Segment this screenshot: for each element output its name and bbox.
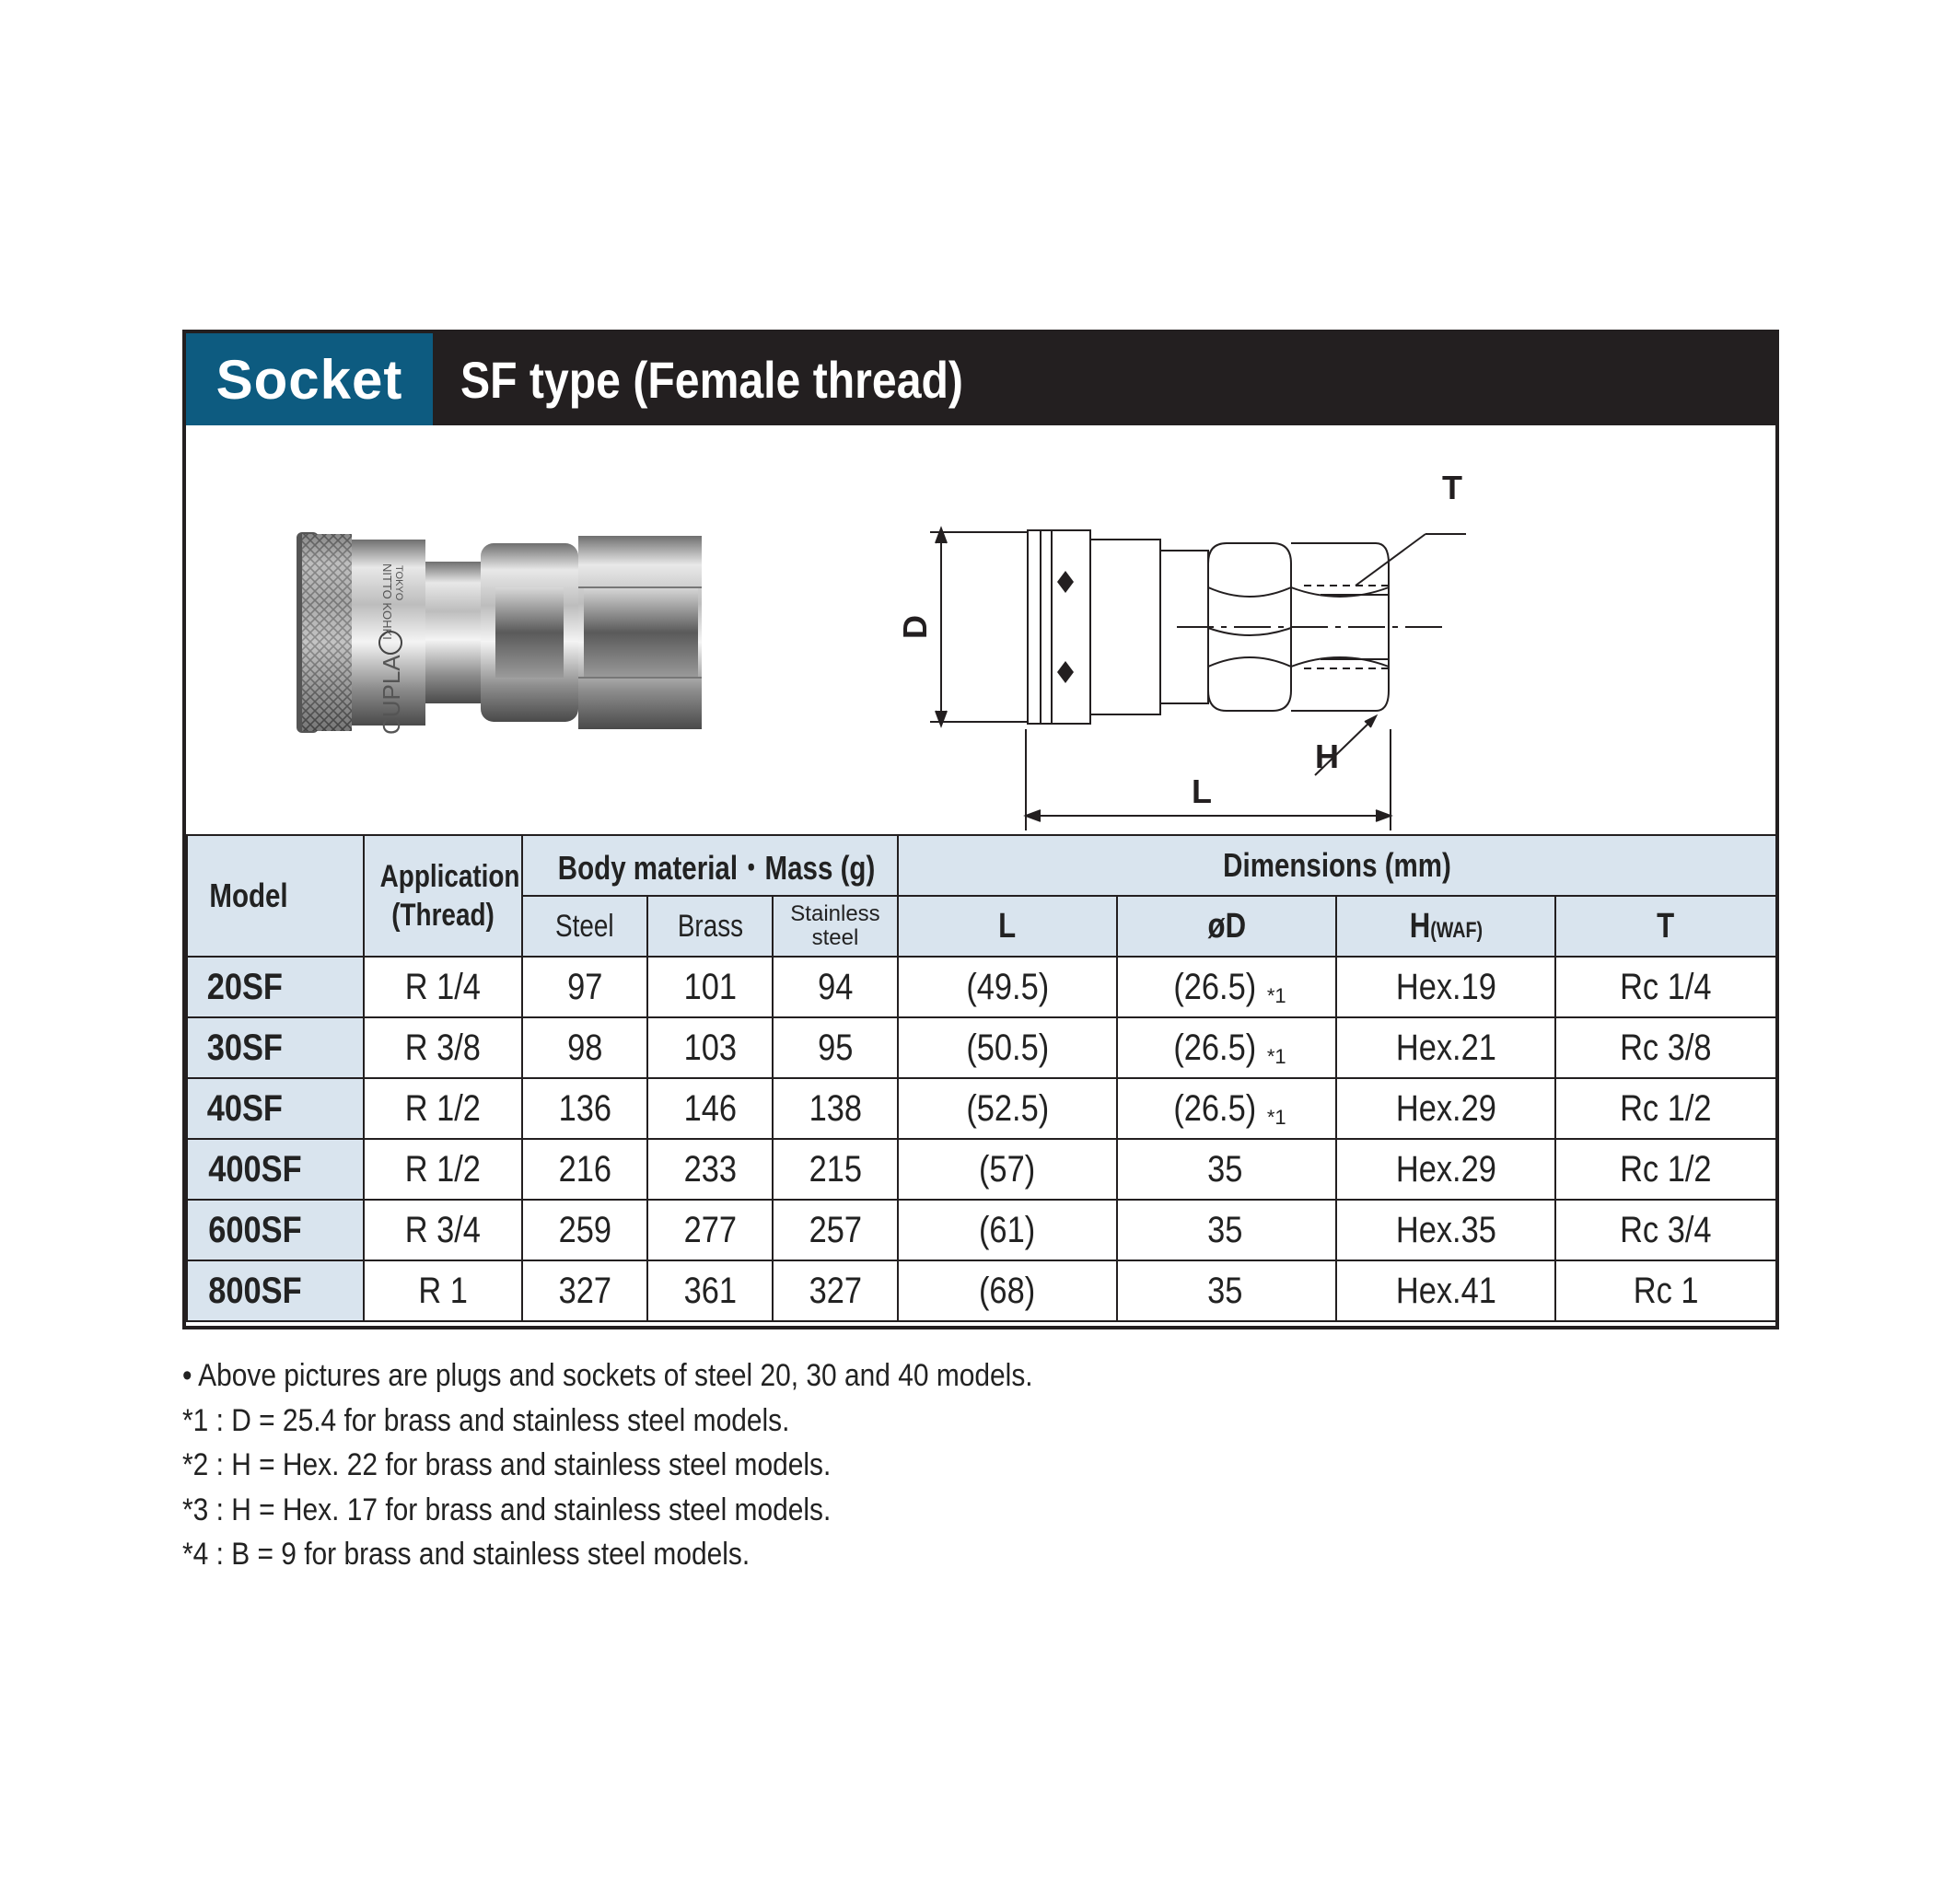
photo-engraving-2: TOKYO [393,565,404,601]
cell-application: R 1 [364,1260,522,1321]
cell-t: Rc 1/2 [1555,1078,1776,1139]
cell-h: Hex.41 [1336,1260,1555,1321]
cell-model: 40SF [187,1078,364,1139]
cell-steel: 216 [522,1139,647,1200]
table-row [187,1139,1776,1200]
col-header-brass: Brass [647,896,773,957]
drawing-label-t: T [1442,469,1462,506]
cell-application: R 1/2 [364,1139,522,1200]
footnote-ref: *1 [1266,1105,1286,1129]
col-header-stainless: Stainless steel [773,896,898,957]
drawing-label-l: L [1192,772,1212,810]
header-bar [186,333,1775,425]
cell-t: Rc 3/8 [1555,1017,1776,1078]
footnote-ref: *1 [1266,983,1286,1007]
cell-application: R 3/8 [364,1017,522,1078]
table-row [187,1017,1776,1078]
footnote: *1 : D = 25.4 for brass and stainless steel models. [182,1402,790,1438]
photo-engraving-3: CUPLA [378,655,405,735]
col-header-dimensions: Dimensions (mm) [898,835,1776,896]
footnote: *2 : H = Hex. 22 for brass and stainless steel models. [182,1447,832,1482]
col-header-body-material: Body material・Mass (g) [522,835,898,896]
cell-model: 20SF [187,957,364,1017]
col-header-application: Application (Thread) [364,835,522,957]
col-header-l: L [898,896,1117,957]
spec-table [186,834,1777,1322]
cell-d: (26.5) $^{*1}$ [1117,957,1336,1017]
cell-h: Hex.29 [1336,1078,1555,1139]
cell-d: (26.5) $^{*1}$ [1117,1078,1336,1139]
figures-area [186,425,1775,834]
cell-steel: 327 [522,1260,647,1321]
cell-h: Hex.35 [1336,1200,1555,1260]
cell-brass: 233 [647,1139,773,1200]
cell-brass: 101 [647,957,773,1017]
cell-l: (57) [898,1139,1117,1200]
cell-brass: 103 [647,1017,773,1078]
cell-steel: 259 [522,1200,647,1260]
cell-stainless: 94 [773,957,898,1017]
cell-stainless: 257 [773,1200,898,1260]
cell-steel: 98 [522,1017,647,1078]
cell-steel: 136 [522,1078,647,1139]
cell-model: 600SF [187,1200,364,1260]
cell-l: (52.5) [898,1078,1117,1139]
cell-l: (50.5) [898,1017,1117,1078]
cell-l: (49.5) [898,957,1117,1017]
col-header-model: Model [187,835,364,957]
cell-d: 35 [1117,1139,1336,1200]
socket-photo [186,425,702,834]
footnotes [182,1353,1779,1577]
cell-l: (61) [898,1200,1117,1260]
cell-t: Rc 1 [1555,1260,1776,1321]
cell-stainless: 215 [773,1139,898,1200]
table-row [187,957,1776,1017]
cell-model: 30SF [187,1017,364,1078]
table-row [187,1200,1776,1260]
cell-model: 400SF [187,1139,364,1200]
cell-application: R 1/2 [364,1078,522,1139]
cell-brass: 146 [647,1078,773,1139]
cell-t: Rc 1/4 [1555,957,1776,1017]
cell-model: 800SF [187,1260,364,1321]
cell-h: Hex.19 [1336,957,1555,1017]
cell-t: Rc 3/4 [1555,1200,1776,1260]
cell-application: R 3/4 [364,1200,522,1260]
cell-stainless: 138 [773,1078,898,1139]
cell-d: 35 [1117,1200,1336,1260]
photo-engraving-1: NITTO KOHKI [380,563,394,640]
col-header-d: øD [1117,896,1336,957]
table-row [187,1078,1776,1139]
cell-brass: 277 [647,1200,773,1260]
footnote: *4 : B = 9 for brass and stainless steel models. [182,1537,751,1572]
header-title: SF type (Female thread) [460,350,963,409]
footnote: *3 : H = Hex. 17 for brass and stainless steel models. [182,1492,832,1527]
drawing-label-h: H [1315,737,1339,775]
col-header-t: T [1555,896,1776,957]
col-header-steel: Steel [522,896,647,957]
cell-d: (26.5) $^{*1}$ [1117,1017,1336,1078]
cell-stainless: 327 [773,1260,898,1321]
col-header-h: H(WAF) [1336,896,1555,957]
cell-brass: 361 [647,1260,773,1321]
cell-application: R 1/4 [364,957,522,1017]
table-row [187,1260,1776,1321]
footnote-ref: *1 [1266,1044,1286,1068]
cell-d: 35 [1117,1260,1336,1321]
footnote: • Above pictures are plugs and sockets of steel 20, 30 and 40 models. [182,1358,1033,1393]
spec-sheet [182,330,1779,1329]
cell-l: (68) [898,1260,1117,1321]
cell-stainless: 95 [773,1017,898,1078]
cell-h: Hex.29 [1336,1139,1555,1200]
drawing-label-d: D [896,615,934,639]
cell-h: Hex.21 [1336,1017,1555,1078]
header-tag: Socket [186,333,433,425]
cell-steel: 97 [522,957,647,1017]
cell-t: Rc 1/2 [1555,1139,1776,1200]
